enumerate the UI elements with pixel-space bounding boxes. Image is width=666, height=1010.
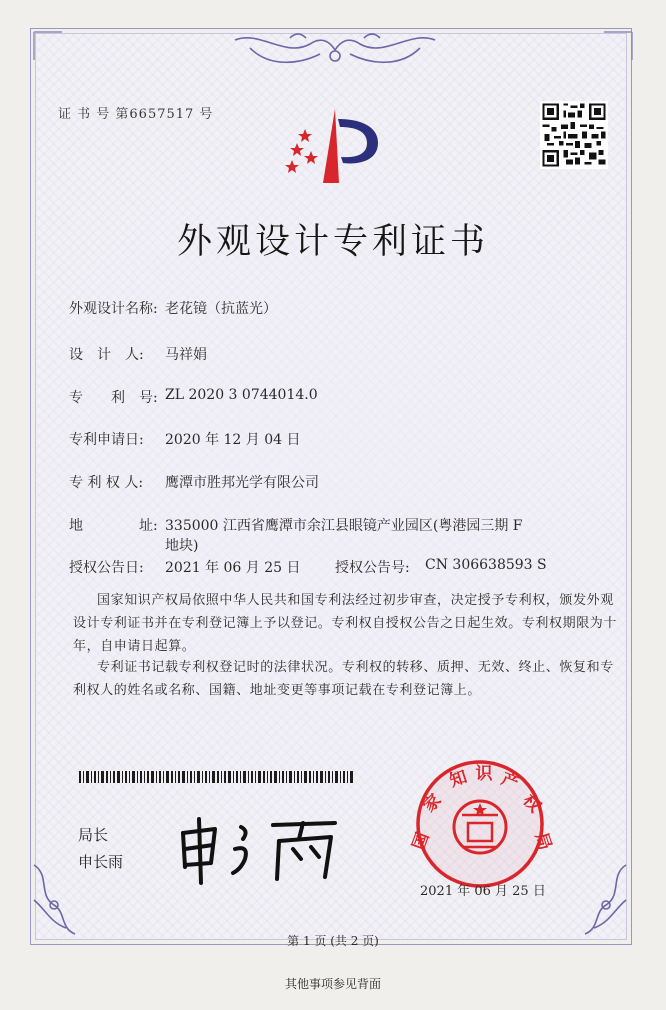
patent-number-label: 专 利 号:	[69, 390, 158, 406]
patent-number-value: ZL 2020 3 0744014.0	[165, 387, 318, 403]
design-name-value: 老花镜（抗蓝光）	[165, 301, 277, 317]
paragraph-1-line-1: 国家知识产权局依照中华人民共和国专利法经过初步审查，决定授予专利权，颁发外观	[97, 593, 614, 608]
svg-text:局: 局	[530, 830, 555, 853]
address-value-line2: 地块)	[165, 538, 199, 554]
filing-date-value: 2020 年 12 月 04 日	[165, 432, 301, 448]
grant-date-value: 2021 年 06 月 25 日	[165, 560, 301, 576]
designer-label: 设 计 人:	[69, 347, 144, 363]
page-indicator: 第 1 页 (共 2 页)	[287, 934, 379, 948]
address-value-line1: 335000 江西省鹰潭市余江县眼镜产业园区(粤港园三期 F	[165, 518, 523, 534]
corner-ornament-tl	[30, 28, 70, 68]
paragraph-1-line-3: 年，自申请日起算。	[73, 639, 196, 654]
director-title: 局长	[78, 826, 109, 844]
signature-icon	[175, 815, 345, 885]
svg-text:知: 知	[447, 767, 470, 792]
corner-ornament-tr	[596, 28, 636, 68]
patent-office-logo-icon	[283, 105, 388, 185]
patentee-value: 鹰潭市胜邦光学有限公司	[165, 475, 319, 491]
designer-value: 马祥娟	[165, 347, 207, 363]
patentee-label: 专 利 权 人:	[69, 475, 144, 491]
qr-code-icon[interactable]	[540, 101, 608, 169]
address-label: 地 址:	[69, 518, 158, 534]
svg-text:家: 家	[419, 790, 446, 817]
paragraph-1-line-2: 设计专利证书并在专利登记簿上予以登记。专利权自授权公告之日起生效。专利权期限为十	[73, 616, 618, 631]
svg-text:国: 国	[408, 829, 434, 853]
document-title: 外观设计专利证书	[176, 222, 489, 262]
design-name-label: 外观设计名称:	[69, 301, 158, 317]
seal-date: 2021 年 06 月 25 日	[420, 884, 546, 899]
grant-number-label: 授权公告号:	[335, 560, 410, 576]
paragraph-2-line-2: 利权人的姓名或名称、国籍、地址变更等事项记载在专利登记簿上。	[73, 683, 482, 698]
svg-text:识: 识	[475, 764, 493, 784]
top-ornament	[230, 28, 440, 73]
svg-text:权: 权	[518, 790, 545, 817]
footer-note: 其他事项参见背面	[284, 977, 381, 991]
paragraph-2-line-1: 专利证书记载专利权登记时的法律状况。专利权的转移、质押、无效、终止、恢复和专	[97, 660, 614, 675]
corner-ornament-br	[560, 860, 630, 940]
certificate-number: 证 书 号 第6657517 号	[58, 107, 214, 122]
filing-date-label: 专利申请日:	[69, 432, 144, 448]
official-seal-icon	[402, 757, 558, 891]
director-name: 申长雨	[78, 853, 124, 871]
grant-date-label: 授权公告日:	[69, 560, 144, 576]
svg-text:产: 产	[498, 768, 522, 794]
grant-number-value: CN 306638593 S	[425, 557, 547, 573]
corner-ornament-bl	[30, 860, 100, 940]
barcode-icon	[79, 771, 355, 783]
